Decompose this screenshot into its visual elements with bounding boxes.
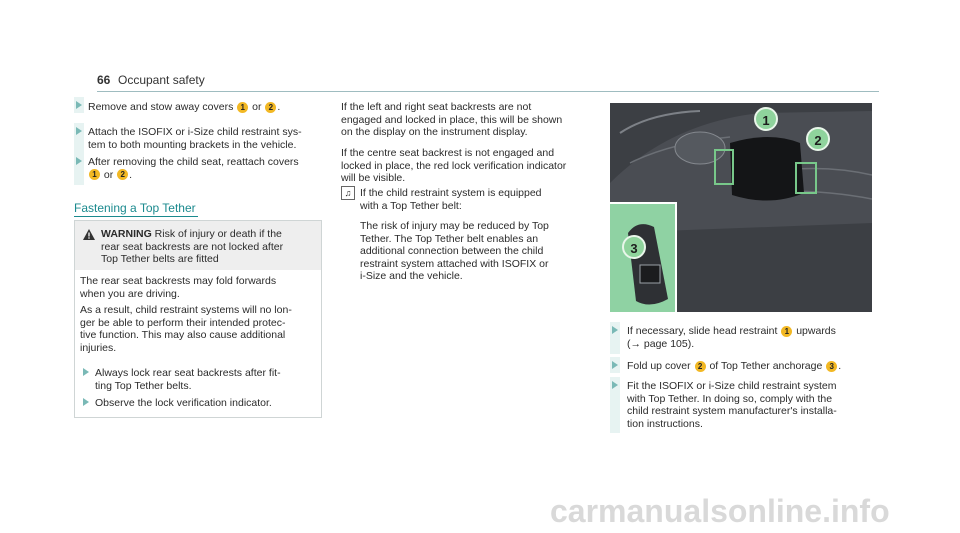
callout-badge: 2 xyxy=(117,169,128,180)
step-attach-isofix: Attach the ISOFIX or i-Size child restraint sys- tem to both mounting brackets in the vehicle. xyxy=(88,126,302,151)
step-arrow-icon xyxy=(612,326,618,334)
callout-badge: 3 xyxy=(826,361,837,372)
callout-badge: 2 xyxy=(695,361,706,372)
callout-badge: 1 xyxy=(781,326,792,337)
page-reference-link[interactable]: (→ page 105). xyxy=(627,337,695,350)
watermark-text: carmanualsonline.info xyxy=(550,493,890,529)
figure-callout-3: 3 xyxy=(622,235,646,259)
middle-paragraph-1: If the left and right seat backrests are not engaged and locked in place, this will be shown on the display on the instrument display. xyxy=(341,101,563,139)
step-arrow-icon xyxy=(76,101,82,109)
warning-paragraph-2: As a result, child restraint systems will no lon- ger be able to perform their intended protec- tive function. This may also cause additional injuries. xyxy=(80,304,292,354)
callout-badge: 2 xyxy=(265,102,276,113)
step-arrow-icon xyxy=(76,157,82,165)
child-seat-icon: ♫ xyxy=(341,186,355,200)
warning-step-lock-backrests: Always lock rear seat backrests after fit- ting Top Tether belts. xyxy=(95,367,281,392)
step-fit-child-restraint: Fit the ISOFIX or i-Size child restraint system with Top Tether. In doing so, comply with the child restraint system manufacturer's installa- tion instructions. xyxy=(627,380,837,430)
seat-illustration-drawing xyxy=(610,103,872,312)
seat-illustration xyxy=(610,103,872,312)
warning-paragraph-1: The rear seat backrests may fold forwards when you are driving. xyxy=(80,275,277,300)
step-arrow-icon xyxy=(83,398,89,406)
note-top-tether: If the child restraint system is equipped with a Top Tether belt: xyxy=(360,187,542,212)
section-header: Occupant safety xyxy=(118,73,205,87)
step-arrow-icon xyxy=(612,381,618,389)
step-slide-head-restraint: If necessary, slide head restraint 1 upwards (→ page 105). xyxy=(627,325,836,350)
page-number: 66 xyxy=(97,73,111,87)
figure-callout-2: 2 xyxy=(806,127,830,151)
warning-label: WARNING xyxy=(101,228,152,240)
figure-callout-1: 1 xyxy=(754,107,778,131)
step-arrow-icon xyxy=(83,368,89,376)
header-divider xyxy=(97,91,879,92)
step-arrow-icon xyxy=(76,127,82,135)
note-risk-reduction: The risk of injury may be reduced by Top Tether. The Top Tether belt enables an additional connection between the child restraint system attached with ISOFIX or i-Size and the vehicle. xyxy=(360,220,549,283)
middle-paragraph-2: If the centre seat backrest is not engaged and locked in place, the red lock verification indicator will be visible. xyxy=(341,147,567,185)
step-fold-up-cover: Fold up cover 2 of Top Tether anchorage 3 . xyxy=(627,360,842,372)
step-reattach-covers: After removing the child seat, reattach covers 1 or 2 . xyxy=(88,156,299,181)
step-remove-covers: Remove and stow away covers 1 or 2 . xyxy=(88,101,281,113)
warning-step-observe-indicator: Observe the lock verification indicator. xyxy=(95,397,272,409)
warning-heading: WARNING Risk of injury or death if the rear seat backrests are not locked after Top Tether belts are fitted xyxy=(101,228,284,266)
callout-badge: 1 xyxy=(89,169,100,180)
callout-badge: 1 xyxy=(237,102,248,113)
step-arrow-icon xyxy=(612,361,618,369)
section-title: Fastening a Top Tether xyxy=(74,201,196,215)
section-underline xyxy=(74,216,198,217)
warning-triangle-icon xyxy=(83,229,95,244)
